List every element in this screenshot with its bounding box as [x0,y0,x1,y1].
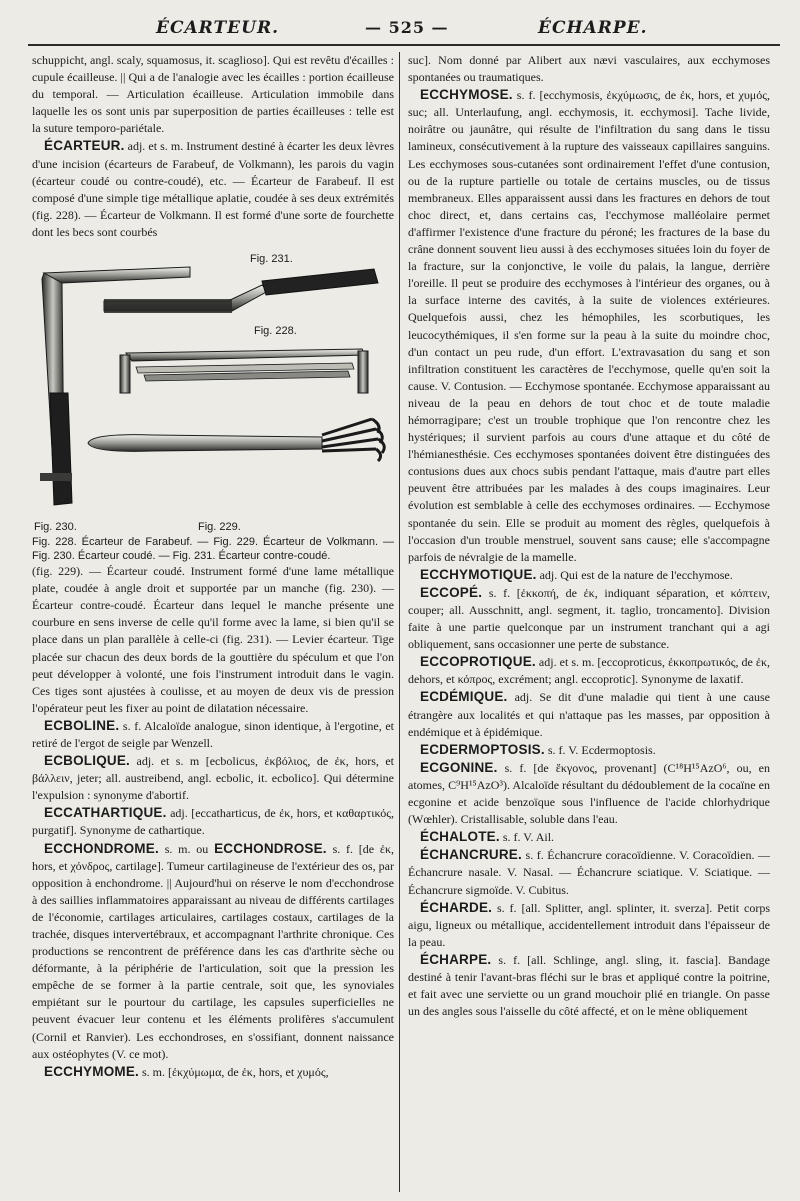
running-header [30,18,778,46]
page-number: — 525 — [365,18,449,37]
headword: ECDERMOPTOSIS. [420,741,545,757]
entry-text: adj. [eccatharticus, de ἐκ, hors, et καθαρτικός, purgatif]. Synonyme de cathartique. [32,806,394,838]
fig-228-label: Fig. 228. [254,325,297,338]
entry-continuation-2: (fig. 229). — Écarteur coudé. Instrument formé d'une lame métallique plate, coudée à angle droit et supportée par un manche (fig. 230). — Écarteur contre-coudé. Écarteur dans lequel le manche présente une courbure en sens inverse de celle qu'il forme avec la lame, si bien qu'il se place dans un plan parallèle à celle-ci (fig. 231). — Levier écarteur. Tige placée sur chacun des deux bords de la gouttière du spéculum et que l'on peut développer à volonté, une fois l'instrument introduit dans le vagin. Ces tiges sont ajustées à coulisse, et au moyen de deux vis de pression l'opérateur peut les fixer au point de dilatation nécessaire. [32,564,394,715]
entry-ecbolique [32,752,394,804]
headword: ECCHYMOME. [44,1063,140,1079]
entry-text: adj. Se dit d'une maladie qui tient à une cause étrangère aux localités et qui n'attaque pas les masses, par opposition à endémique et à épidémique. [408,690,770,739]
entry-text: s. f. [ἐκκοπή, de ἐκ, indiquant séparation, et κόπτειν, couper; all. Ausschnitt, angl. segment, it. taglio, troncamento]. Division faite à une partie quelconque par un instrument tranchant qui a agi obliquement, sans occasionner une perte de substance. [408,585,770,652]
entry-text: s. f. [all. Schlinge, angl. sling, it. fascia]. Bandage destiné à tenir l'avant-bras fléchi sur le bras et appliqué contre la poitrine, et fait avec une serviette ou un grand mouchoir plié en triangle. On passe un des angles sous l'aisselle du côté affecté, et on le mène obliquement [408,952,770,1019]
headword: ÉCHALOTE. [420,829,500,845]
headword: ECCOPÉ. [420,584,483,600]
entry-text: s. f. V. Ecdermoptosis. [547,742,656,757]
headword: ECBOLIQUE. [44,753,131,769]
headword: ÉCHARPE. [420,951,492,967]
entry-text: adj. et s. m. Instrument destiné à écarter les deux lèvres d'une incision (écarteurs de Farabeuf, de Volkmann), les parois du vagin (écarteur coudé ou contre-coudé), etc. — Écarteur de Farabeuf. Il est composé d'une simple tige métallique aplatie, coudée à ses deux extrémités (fig. 228). — Écarteur de Volkmann. Il est formé d'une sorte de fourchette dont les becs sont courbés [32,139,394,239]
headword: ECCHYMOTIQUE. [420,566,537,582]
entry-ecchymotique [408,566,770,584]
right-column [408,52,770,1187]
figure-caption: Fig. 228. Écarteur de Farabeuf. — Fig. 229. Écarteur de Volkmann. — Fig. 230. Écarteur coudé. — Fig. 231. Écarteur contre-coudé. [32,536,394,563]
headword-alt: ECCHONDROSE. [214,840,327,856]
entry-text: adj. et s. m [ecbolicus, ἐκβόλιος, de ἐκ, hors, et βάλλειν, jeter; all. austreibend, angl. ecbolic, it. ecbolico]. Qui détermine l'expulsion : synonyme d'abortif. [32,754,394,803]
entry-ecchymose [408,86,770,566]
entry-ecchymome [32,1063,394,1081]
header-rule [28,44,780,46]
entry-echarde [408,899,770,951]
entry-eccathartique [32,804,394,839]
entry-text: s. f. Échancrure coracoïdienne. V. Coracoïdien. — Échancrure nasale. V. Nasal. — Échancrure sciatique. V. Sciatique. — Échancrure sigmoïde. V. Cubitus. [408,848,770,897]
entry-ecdemique [408,688,770,740]
fig-228-drawing [120,349,368,393]
retractors-illustration [32,243,394,535]
entry-continuation: schuppicht, angl. scaly, squamosus, it. scaglioso]. Qui est revêtu d'écailles : cupule écailleuse. || Qui a de l'analogie avec les écailles : portion écailleuse du temporal. — Articulation écailleuse. Articulation immobile dans laquelle les os sont unis par superposition de parties écailleuses : telle est la suture temporo-pariétale. [32,53,394,136]
headword: ECDÉMIQUE. [420,689,508,705]
entry-echalote [408,828,770,846]
entry-ecgonine [408,759,770,828]
entry-ecdermoptosis [408,741,770,759]
entry-text: s. m. [ἐκχύμωμα, de ἐκ, hors, et χυμός, [142,1064,329,1079]
entry-text: s. f. [all. Splitter, angl. splinter, it. sverza]. Petit corps aigu, ligneux ou métallique, accidentellement introduit dans l'épaisseur de la peau. [408,900,770,949]
headword: ÉCHANCRURE. [420,847,522,863]
header-right-word: ÉCHARPE. [538,18,648,38]
headword: ECCATHARTIQUE. [44,805,167,821]
fig-229-label: Fig. 229. [198,521,241,534]
column-divider [399,52,400,1192]
headword: ÉCARTEUR. [44,138,125,154]
entry-eccope [408,584,770,653]
entry-ecboline [32,717,394,752]
entry-ecchondrome [32,840,394,1063]
headword: ECCHYMOSE. [420,87,513,103]
entry-eccoprotique [408,653,770,688]
fig-231-label: Fig. 231. [250,253,293,266]
entry-text: adj. et s. m. [eccoproticus, ἐκκοπρωτικός, de ἐκ, dehors, et κόπρος, excrément; angl. eccoprotic]. Synonyme de laxatif. [408,655,770,687]
entry-continuation: suc]. Nom donné par Alibert aux nævi vasculaires, aux ecchymoses spontanées ou traumatiques. [408,53,770,85]
left-column [32,52,394,1187]
headword: ECBOLINE. [44,717,120,733]
entry-text: s. f. [de ἐκ, hors, et χόνδρος, cartilage]. Tumeur cartilagineuse de l'extérieur des os, par opposition à enchondrome. || Aujourd'hui on réserve le nom d'ecchondrose à des saillies inflammatoires apparaissant au niveau de différents cartilages de l'économie, cartilages articulaires, cartilages costaux, cartilages de la trachée, disques intervertébraux, et accompagnant l'arthrite chronique. Ces productions se rencontrent de préférence dans les cas d'arthrite sèche ou déformante, à la périphérie de l'articulation, soit que la pression les empêche de se former à la partie centrale, soit que, les synoviales empiétant sur le pourtour du cartilage, les capsules superficielles ne peuvent évacuer leur contenu et les éléments prolifères s'accumulent (Cornil et Ranvier). Les ecchondroses, en s'ossifiant, donnent naissance aux ostéophytes (V. ce mot). [32,841,394,1061]
fig-230-label: Fig. 230. [34,521,77,534]
fig-229-drawing [88,419,384,461]
entry-text: s. f. V. Ail. [502,830,555,845]
entry-echancrure [408,846,770,898]
headword: ECCOPROTIQUE. [420,654,536,670]
figure-retractors [32,243,394,535]
entry-echarpe [408,951,770,1020]
entry-text: s. f. Alcaloïde analogue, sinon identique, à l'ergotine, et retiré de l'ergot de seigle par Wenzell. [32,718,394,750]
headword: ÉCHARDE. [420,899,493,915]
entry-text: adj. Qui est de la nature de l'ecchymose. [539,567,733,582]
entry-ecarteur [32,137,394,241]
entry-text: s. m. ou [164,841,209,856]
headword: ECGONINE. [420,759,498,775]
entry-text: s. f. [ecchymosis, ἐκχύμωσις, de ἐκ, hors, et χυμός, suc; all. Unterlaufung, angl. ecchymosis, it. ecchymosi]. Tache livide, noirâtre ou jaunâtre, qui résulte de l'infiltration du sang dans le tissu lamineux, consécutivement à la rupture des vaisseaux capillaires sanguins. Les ecchymoses sous-cutanées sont ordinairement l'effet d'une contusion, ou de la rupture partielle ou totale de certains muscles, ou de tissus membraneux. Elles apparaissent aussi dans les fractures en dehors de tout choc direct, et, dans certains cas, l'ecchymose malléolaire permet d'affirmer l'existence d'une fracture du péroné; les fractures de la base du crâne donnent souvent lieu aussi à des ecchymoses situées loin du foyer de la fracture, sur la conjonctive, le voile du palais, la langue, derrière l'oreille. Il peut se produire des ecchymoses à l'intérieur des organes, ou à la surface interne des cavités, à la suite de violences extérieures. Quelquefois aussi, chez les hémophiles, les scorbutiques, les leucocythémiques, il s'en forme sur la peau à la suite du moindre choc, d'un contact un peu rude, d'un effort. L'extravasation du sang et son infiltration constituent les caractères de l'ecchymose, quelle qu'en soit la cause. V. Contusion. — Ecchymose spontanée. Ecchymose apparaissant au niveau de la peau en dehors de tout choc et de toute maladie hémorragipare; c'est un trouble trophique que l'on rencontre chez les hystériques; il survient parfois au cours d'une attaque et du côté de l'hémianesthésie. Ces ecchymoses spontanées doivent être distinguées des contusions dues aux chocs subis pendant l'attaque, mais d'autre part elles peuvent être attribuées par les malades à des coups imaginaires. Leur évolution est semblable à celle des ecchymoses ordinaires. — Ecchymose spontanée du sein. Elle se produit au moment des règles, quelquefois à l'occasion d'un trouble menstruel, souvent sans cause; elle s'accompagne parfois de névralgie de la mamelle. [408,88,770,564]
entry-text: s. f. [de ἔκγονος, provenant] (C¹⁸H¹⁵AzO⁶, ou, en atomes, C⁹H¹⁵AzO³). Alcaloïde résultant du dédoublement de la cocaïne en ecgonine et acide benzoïque sous l'influence de l'acide chlorhydrique (Wœhler). Cristallisable, soluble dans l'eau. [408,760,770,827]
headword: ECCHONDROME. [44,840,159,856]
header-left-word: ÉCARTEUR. [156,18,279,38]
